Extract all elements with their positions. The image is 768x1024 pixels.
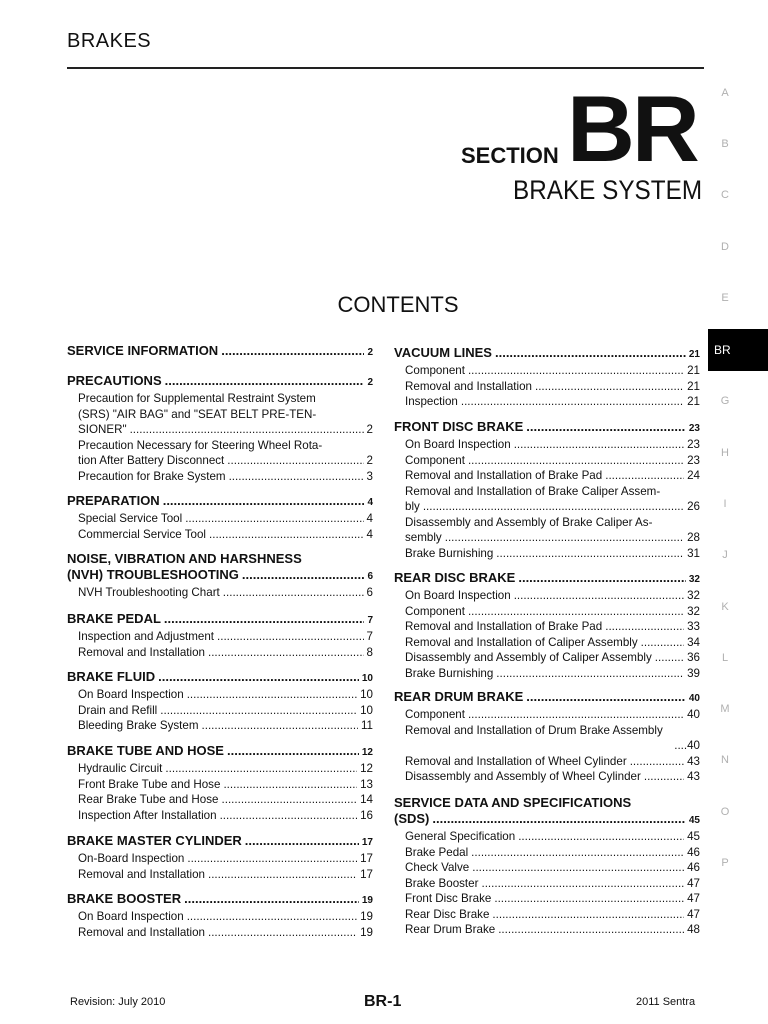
toc-entry[interactable]	[394, 860, 700, 876]
toc-section-title-text: (SDS)	[394, 811, 430, 826]
toc-section	[394, 419, 700, 561]
toc-entry-text: General Specification	[405, 830, 516, 843]
dot-leader	[227, 743, 359, 759]
toc-section-title[interactable]	[67, 891, 373, 909]
index-tab-active[interactable]	[708, 329, 768, 371]
toc-entry[interactable]: Removal and Installation of Drum Brake Assembly	[405, 723, 663, 737]
toc-entry-text: Inspection	[405, 395, 458, 408]
dot-leader	[526, 419, 686, 435]
dot-leader	[445, 530, 684, 546]
toc-entry-text: On Board Inspection	[78, 688, 184, 701]
dot-leader	[655, 650, 684, 666]
dot-leader	[165, 761, 357, 777]
toc-section	[67, 373, 373, 484]
toc-entry-page: 17	[360, 867, 373, 881]
dot-leader	[481, 876, 684, 892]
dot-leader	[130, 422, 364, 438]
dot-leader	[185, 511, 363, 527]
toc-section	[67, 551, 373, 601]
index-tab-k[interactable]: K	[721, 601, 729, 613]
toc-entry-text: Rear Drum Brake	[405, 923, 496, 936]
toc-entry[interactable]	[394, 468, 700, 484]
dot-leader	[158, 669, 359, 685]
toc-section-title[interactable]: SERVICE DATA AND SPECIFICATIONS	[394, 795, 632, 810]
toc-entry-page: 31	[687, 546, 700, 560]
toc-entry-text: Component	[405, 453, 465, 467]
toc-section-title-page: 23	[688, 423, 700, 434]
toc-section-title-text: REAR DISC BRAKE	[394, 570, 516, 585]
toc-entry-page: 36	[687, 651, 700, 664]
toc-entry-text: tion After Battery Disconnect	[78, 454, 225, 467]
dot-leader	[468, 363, 684, 379]
toc-entry-page: 39	[687, 666, 700, 680]
dot-leader	[514, 588, 684, 604]
toc-section-title[interactable]	[67, 833, 373, 851]
dot-leader	[518, 829, 684, 845]
toc-section-title[interactable]	[394, 689, 700, 707]
dot-leader	[496, 666, 684, 682]
dot-leader	[514, 437, 684, 453]
toc-section	[394, 795, 700, 938]
dot-leader	[471, 845, 684, 861]
toc-section-title-text: (NVH) TROUBLESHOOTING	[67, 567, 239, 582]
index-tab-h[interactable]: H	[721, 447, 729, 459]
toc-section-title-page: 4	[367, 497, 373, 508]
toc-entry-page: 26	[687, 500, 700, 513]
toc-entry[interactable]	[67, 777, 373, 793]
toc-entry-page: 46	[687, 845, 700, 859]
toc-entry-page: 16	[360, 808, 373, 822]
toc-entry-page: 48	[687, 923, 700, 936]
toc-entry-page: 32	[687, 604, 700, 618]
index-tab-g[interactable]: G	[720, 395, 730, 407]
toc-entry[interactable]	[394, 363, 700, 379]
toc-entry-text: Removal and Installation	[78, 645, 205, 659]
toc-entry-text: Front Brake Tube and Hose	[78, 777, 221, 791]
toc-entry-page: 21	[687, 379, 700, 393]
toc-section-title[interactable]	[67, 493, 373, 511]
dot-leader	[223, 585, 364, 601]
index-tab-p[interactable]: P	[721, 857, 729, 869]
toc-entry[interactable]	[394, 907, 700, 923]
dot-leader	[498, 922, 684, 938]
toc-entry-page: 4	[366, 527, 373, 541]
dot-leader	[209, 527, 364, 543]
toc-entry[interactable]: Disassembly and Assembly of Brake Caliper As-	[405, 515, 653, 529]
toc-entry[interactable]: Precaution for Supplemental Restraint System	[78, 392, 316, 405]
toc-entry[interactable]	[394, 394, 700, 410]
toc-section-title-page: 2	[367, 377, 373, 388]
toc-entry-text: Drain and Refill	[78, 703, 158, 717]
toc-entry-text: Brake Burnishing	[405, 666, 494, 680]
dot-leader	[187, 909, 357, 925]
toc-entry-text: Disassembly and Assembly of Caliper Assembly	[405, 651, 652, 664]
dot-leader	[432, 811, 685, 827]
toc-entry[interactable]	[67, 687, 373, 703]
toc-entry[interactable]	[67, 629, 373, 645]
toc-entry-text: Rear Disc Brake	[405, 907, 490, 921]
toc-section-title-text: BRAKE MASTER CYLINDER	[67, 833, 242, 848]
section-code: BR	[567, 76, 697, 181]
toc-entry-page: 11	[360, 719, 373, 732]
dot-leader	[644, 769, 684, 785]
toc-entry[interactable]	[67, 527, 373, 543]
dot-leader	[526, 689, 686, 705]
dot-leader	[227, 453, 363, 469]
toc-entry[interactable]	[394, 379, 700, 395]
toc-section-title-text: VACUUM LINES	[394, 345, 492, 360]
toc-entry-text: Removal and Installation	[405, 379, 532, 393]
dot-leader	[208, 925, 357, 941]
dot-leader	[518, 570, 686, 586]
index-tab-m[interactable]: M	[720, 703, 730, 715]
toc-entry-text: Disassembly and Assembly of Wheel Cylinder	[405, 770, 641, 783]
toc-entry[interactable]	[67, 851, 373, 867]
toc-entry[interactable]	[394, 922, 700, 938]
header-divider	[67, 67, 704, 69]
toc-section-title[interactable]	[67, 611, 373, 629]
toc-entry[interactable]	[394, 619, 700, 635]
toc-section-title[interactable]	[394, 811, 700, 829]
toc-entry-text: Component	[405, 708, 465, 721]
toc-entry-page: 17	[360, 852, 373, 865]
toc-section-title-page: 45	[688, 815, 700, 826]
dot-leader	[245, 833, 359, 849]
toc-entry[interactable]	[67, 792, 373, 808]
toc-section-title-page: 12	[361, 747, 373, 758]
index-tab-j[interactable]: J	[722, 549, 728, 561]
toc-section-title-text: REAR DRUM BRAKE	[394, 689, 524, 704]
dot-leader	[492, 907, 684, 923]
toc-entry-text: Commercial Service Tool	[78, 527, 207, 541]
toc-entry-page: 3	[366, 469, 373, 483]
dot-leader	[221, 343, 364, 359]
toc-entry[interactable]	[67, 867, 373, 883]
toc-entry[interactable]: Precaution Necessary for Steering Wheel Rota-	[78, 438, 323, 452]
toc-entry[interactable]	[67, 718, 373, 734]
toc-entry-page: 2	[366, 454, 373, 467]
index-tab-n[interactable]: N	[721, 754, 729, 766]
dot-leader	[242, 567, 365, 583]
toc-entry-text: Brake Burnishing	[405, 546, 494, 560]
dot-leader	[472, 860, 684, 876]
toc-section-title-page: 19	[361, 895, 373, 906]
toc-entry-text: bly	[405, 500, 420, 513]
toc-section-title[interactable]	[67, 669, 373, 687]
index-tab-label: BR	[714, 343, 731, 357]
toc-entry-text: Check Valve	[405, 861, 470, 874]
toc-section	[394, 570, 700, 681]
toc-entry-page[interactable]: ....40	[674, 739, 700, 752]
dot-leader	[605, 468, 684, 484]
toc-entry-page: 47	[687, 892, 700, 905]
toc-section-title[interactable]	[67, 567, 373, 585]
toc-entry-page: 46	[687, 861, 700, 874]
toc-section-title[interactable]: NOISE, VIBRATION AND HARSHNESS	[67, 551, 302, 566]
toc-entry[interactable]	[67, 645, 373, 661]
dot-leader	[496, 546, 684, 562]
toc-entry-text: Precaution for Brake System	[78, 469, 226, 483]
toc-entry-text: Removal and Installation of Wheel Cylinder	[405, 754, 627, 768]
toc-entry-page: 23	[687, 438, 700, 451]
toc-entry[interactable]	[394, 891, 700, 907]
footer-revision: Revision: July 2010	[70, 996, 166, 1008]
toc-section-title-page: 10	[361, 673, 373, 684]
index-tab-o[interactable]: O	[720, 806, 730, 818]
index-tab-a[interactable]: A	[721, 87, 729, 99]
toc-section	[67, 743, 373, 823]
toc-entry-text: Brake Pedal	[405, 845, 469, 859]
toc-entry-text: Bleeding Brake System	[78, 719, 199, 732]
dot-leader	[468, 707, 684, 723]
toc-entry[interactable]	[394, 845, 700, 861]
toc-entry[interactable]	[67, 422, 373, 438]
toc-entry-page: 34	[687, 635, 700, 649]
toc-entry-text: SIONER"	[78, 423, 127, 436]
toc-entry-text: Removal and Installation of Brake Pad	[405, 469, 603, 482]
toc-section	[67, 669, 373, 734]
dot-leader	[641, 635, 684, 651]
toc-entry-page: 2	[366, 423, 373, 436]
toc-entry-page: 47	[687, 907, 700, 921]
toc-entry[interactable]	[394, 604, 700, 620]
toc-entry-text: Inspection After Installation	[78, 808, 217, 822]
toc-entry-text: Brake Booster	[405, 876, 479, 890]
toc-section-title-text: PRECAUTIONS	[67, 373, 162, 388]
dot-leader	[495, 345, 686, 361]
toc-entry[interactable]	[394, 769, 700, 785]
index-tab-i[interactable]: I	[723, 498, 727, 510]
dot-leader	[187, 687, 357, 703]
toc-entry-page: 21	[687, 364, 700, 377]
toc-section-title-page: 2	[367, 347, 373, 358]
toc-entry-text: Removal and Installation	[78, 867, 205, 881]
dot-leader	[208, 867, 357, 883]
toc-entry[interactable]	[394, 876, 700, 892]
dot-leader	[222, 792, 358, 808]
index-tab-d[interactable]: D	[721, 241, 729, 253]
toc-section	[67, 493, 373, 542]
index-tab-e[interactable]: E	[721, 292, 729, 304]
toc-section-title-text: BRAKE PEDAL	[67, 611, 161, 626]
toc-section-title-page: 40	[688, 693, 700, 704]
toc-entry-page: 7	[366, 630, 373, 643]
dot-leader	[223, 777, 357, 793]
toc-entry[interactable]	[67, 925, 373, 941]
toc-entry-text: sembly	[405, 531, 442, 544]
toc-entry-page: 4	[366, 512, 373, 525]
toc-section	[67, 833, 373, 882]
dot-leader	[160, 703, 357, 719]
toc-entry[interactable]	[67, 511, 373, 527]
toc-entry-text: Front Disc Brake	[405, 892, 492, 905]
toc-section-title-page: 21	[688, 349, 700, 360]
toc-entry-page: 47	[687, 876, 700, 890]
toc-section	[67, 343, 373, 361]
dot-leader	[163, 493, 365, 509]
toc-entry-text: Rear Brake Tube and Hose	[78, 793, 219, 806]
toc-entry[interactable]	[394, 666, 700, 682]
toc-entry[interactable]	[394, 754, 700, 770]
toc-entry-text: Hydraulic Circuit	[78, 762, 163, 775]
dot-leader	[184, 891, 359, 907]
toc-entry[interactable]	[67, 808, 373, 824]
toc-entry-text: On-Board Inspection	[78, 852, 185, 865]
toc-entry-text: Inspection and Adjustment	[78, 630, 214, 643]
dot-leader	[165, 373, 365, 389]
toc-entry[interactable]	[67, 761, 373, 777]
toc-entry[interactable]	[394, 437, 700, 453]
toc-entry-page: 10	[360, 688, 373, 701]
toc-section-title[interactable]	[394, 570, 700, 588]
toc-section-title-page: 7	[367, 615, 373, 626]
toc-entry[interactable]	[394, 530, 700, 546]
toc-entry[interactable]	[67, 453, 373, 469]
toc-section-title-text: BRAKE FLUID	[67, 669, 156, 684]
dot-leader	[187, 851, 357, 867]
toc-entry[interactable]	[394, 588, 700, 604]
toc-entry-page: 45	[687, 830, 700, 843]
toc-entry-text: On Board Inspection	[78, 910, 184, 923]
dot-leader	[208, 645, 364, 661]
dot-leader	[630, 754, 684, 770]
dot-leader	[229, 469, 364, 485]
toc-section	[394, 689, 700, 785]
toc-entry-page: 14	[360, 793, 373, 806]
toc-entry[interactable]	[394, 650, 700, 666]
toc-entry[interactable]	[394, 635, 700, 651]
toc-entry-page: 6	[366, 586, 373, 599]
toc-entry-page: 33	[687, 620, 700, 633]
toc-entry[interactable]: Removal and Installation of Brake Caliper Assem-	[405, 484, 661, 498]
toc-section	[67, 891, 373, 940]
toc-entry-text: Removal and Installation of Caliper Assembly	[405, 635, 638, 649]
toc-entry-text: Removal and Installation	[78, 925, 205, 939]
toc-section-title-page: 17	[361, 837, 373, 848]
toc-entry-page: 43	[687, 754, 700, 768]
dot-leader	[535, 379, 684, 395]
dot-leader	[494, 891, 684, 907]
toc-entry-page: 32	[687, 589, 700, 602]
toc-entry-page: 21	[687, 395, 700, 408]
dot-leader	[468, 453, 684, 469]
toc-entry-page: 8	[366, 645, 373, 659]
toc-entry-page: 19	[360, 910, 373, 923]
dot-leader	[202, 718, 358, 734]
dot-leader	[423, 499, 684, 515]
toc-entry-text: Removal and Installation of Brake Pad	[405, 620, 603, 633]
contents-title: CONTENTS	[337, 292, 459, 317]
toc-section-title[interactable]	[394, 345, 700, 363]
toc-entry-page: 12	[360, 762, 373, 775]
toc-entry-text: On Board Inspection	[405, 589, 511, 602]
toc-section-title-text: SERVICE INFORMATION	[67, 343, 219, 358]
dot-leader	[605, 619, 684, 635]
dot-leader	[217, 629, 364, 645]
toc-entry-page: 10	[360, 703, 373, 717]
toc-section	[67, 611, 373, 660]
toc-section-title-page: 6	[367, 571, 373, 582]
toc-entry[interactable]	[394, 707, 700, 723]
toc-entry-text: NVH Troubleshooting Chart	[78, 586, 220, 599]
toc-section-title-text: BRAKE BOOSTER	[67, 891, 182, 906]
header-title: BRAKES	[67, 30, 152, 52]
toc-section-title[interactable]	[67, 743, 373, 761]
section-name: BRAKE SYSTEM	[512, 175, 702, 205]
index-tab-b[interactable]: B	[721, 138, 729, 150]
toc-entry[interactable]	[394, 546, 700, 562]
toc-entry-text: Component	[405, 604, 465, 618]
footer-page-number: BR-1	[364, 993, 402, 1010]
toc-entry-page: 13	[360, 777, 373, 791]
toc-entry[interactable]	[67, 469, 373, 485]
toc-entry-page: 28	[687, 531, 700, 544]
toc-section-title-page: 32	[688, 574, 700, 585]
toc-section-title-text: FRONT DISC BRAKE	[394, 419, 524, 434]
index-tab-l[interactable]: L	[721, 652, 729, 664]
dot-leader	[468, 604, 684, 620]
dot-leader	[164, 611, 365, 627]
toc-entry-text: On Board Inspection	[405, 438, 511, 451]
dot-leader	[461, 394, 684, 410]
dot-leader	[220, 808, 358, 824]
toc-entry-text: Special Service Tool	[78, 512, 183, 525]
toc-section-title[interactable]	[394, 419, 700, 437]
toc-entry[interactable]	[67, 703, 373, 719]
toc-section-title[interactable]	[67, 343, 373, 361]
index-tab-c[interactable]: C	[721, 189, 729, 201]
toc-entry-page: 24	[687, 469, 700, 482]
toc-entry[interactable]	[394, 453, 700, 469]
toc-entry[interactable]	[394, 499, 700, 515]
toc-entry[interactable]	[67, 909, 373, 925]
toc-entry-page: 40	[687, 708, 700, 721]
footer-model: 2011 Sentra	[636, 996, 696, 1008]
toc-entry[interactable]: (SRS) "AIR BAG" and "SEAT BELT PRE-TEN-	[78, 407, 317, 421]
toc-section-title-text: PREPARATION	[67, 493, 160, 508]
toc-entry-page: 19	[360, 925, 373, 939]
toc-entry-page: 23	[687, 453, 700, 467]
toc-entry[interactable]	[394, 829, 700, 845]
toc-section-title[interactable]	[67, 373, 373, 391]
toc-section	[394, 345, 700, 410]
toc-entry-page: 43	[687, 770, 700, 783]
toc-entry[interactable]	[67, 585, 373, 601]
toc-section-title-text: BRAKE TUBE AND HOSE	[67, 743, 224, 758]
toc-entry-text: Component	[405, 364, 465, 377]
section-label: SECTION	[461, 143, 559, 168]
